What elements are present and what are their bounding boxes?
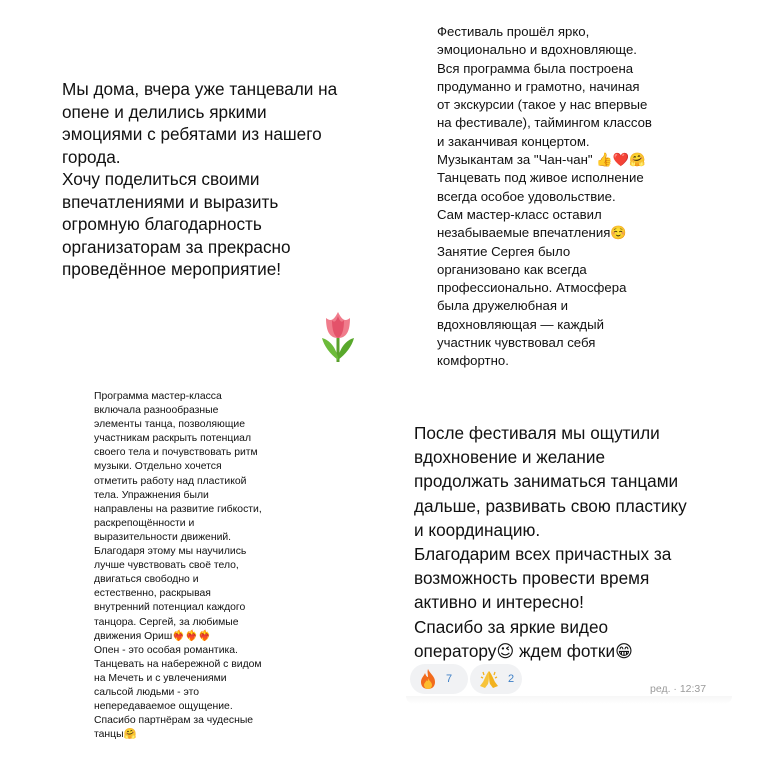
message-text-bottom-left: Программа мастер-класса включала разнообразные элементы танца, позволяющие участникам раскрыть потенциал своего тела и почувствовать ритм музыки. Отдельно хочется отметить работу над пластикой тела. Упражнения были направлены на развитие гибкости, раскрепощённости и выразительности движений. Благодаря этому мы научились лучше чувствовать своё тело, двигаться свободно и естественно, раскрывая внутренний потенциал каждого танцора. Сергей, за любимые движения Ориш❤️‍🔥❤️‍🔥❤️‍🔥 Опен - это особая романтика. Танцевать на набережной с видом на Мечеть и с увлечениями сальсой людьми - это непередаваемое ощущение. Спасибо партнёрам за чудесные танцы🤗 — [94, 391, 262, 741]
praying-hands-icon — [478, 669, 500, 689]
message-bubble-bottom-edge — [406, 696, 732, 704]
message-text-top-right: Фестиваль прошёл ярко, эмоционально и вдохновляюще. Вся программа была построена продуманно и грамотно, начиная от экскурсии (такое у нас впервые на фестивале), таймингом классов и заканчивая концертом. Музыкантам за "Чан-чан" 👍❤️🤗 Танцевать под живое исполнение всегда особое удовольствие. Сам мастер-класс оставил незабываемые впечатления☺️ Занятие Сергея было организовано как всегда профессионально. Атмосфера была дружелюбная и вдохновляющая — каждый участник чувствовал себя комфортно. — [437, 24, 652, 369]
message-text-bottom-right: После фестиваля мы ощутили вдохновение и желание продолжать заниматься танцами дальше, развивать свою пластику и координацию. Благодарим всех причастных за возможность провести время активно и интересно! Спасибо за яркие видео оператору😉 ждем фотки😁 — [414, 423, 687, 661]
reaction-count: 7 — [446, 673, 453, 685]
message-timestamp: ред. · 12:37 — [650, 683, 707, 695]
reaction-fire[interactable] — [410, 664, 468, 694]
reaction-count: 2 — [508, 673, 515, 685]
reaction-praying-hands[interactable] — [470, 664, 522, 694]
message-text-top-left: Мы дома, вчера уже танцевали на опене и делились яркими эмоциями с ребятами из нашего города. Хочу поделиться своими впечатлениями и выразить огромную благодарность организаторам за прекрасно проведённое мероприятие! — [62, 79, 338, 279]
fire-icon — [418, 668, 438, 690]
tulip-icon — [316, 310, 360, 364]
